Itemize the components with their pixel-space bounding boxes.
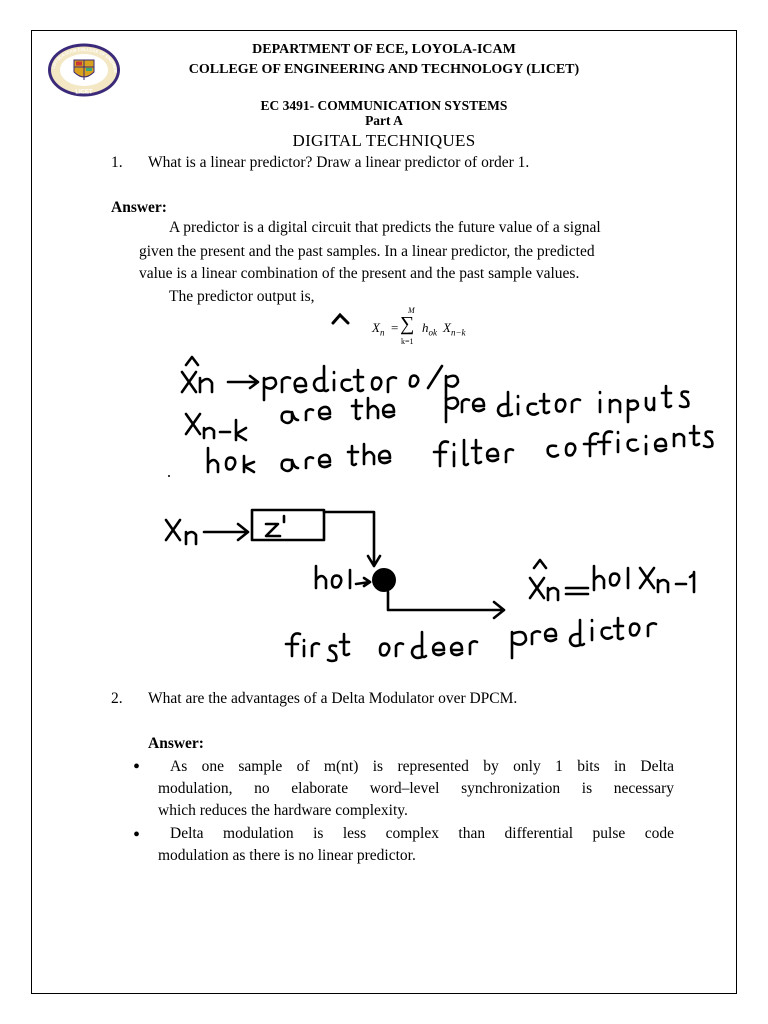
answer-1-line-1: A predictor is a digital circuit that predicts the future value of a signal — [169, 219, 601, 236]
question-2-number: 2. — [111, 690, 123, 707]
bullet-2-line-1: Delta modulation is less complex than differential pulse code — [170, 825, 674, 842]
question-1-text: What is a linear predictor? Draw a linear predictor of order 1. — [148, 154, 530, 171]
answer-1-line-3: value is a linear combination of the present and the past sample values. — [139, 265, 580, 282]
course-title: EC 3491- COMMUNICATION SYSTEMS — [260, 98, 508, 113]
bullet-1-line-1: As one sample of m(nt) is represented by only 1 bits in Delta — [170, 758, 674, 775]
predictor-formula: $X_n$ = M ∑ k=1 $h_{ok}$ $X_{n-k}$ — [330, 306, 490, 350]
question-2-text: What are the advantages of a Delta Modulator over DPCM. — [148, 690, 518, 707]
svg-text:LOYOLA-ICAM COLLEGE OF ENGINEE: LOYOLA-ICAM COLLEGE OF ENGINEE — [50, 46, 119, 73]
predictor-output-intro: The predictor output is, — [169, 288, 315, 305]
answer-2-label: Answer: — [148, 735, 204, 752]
bullet-1-line-2: modulation, no elaborate word–level synchronization is necessary — [158, 780, 674, 797]
unit-title: DIGITAL TECHNIQUES — [292, 131, 476, 150]
delay-block — [252, 510, 324, 540]
question-1-number: 1. — [111, 154, 123, 171]
answer-1-line-2: given the present and the past samples. In a linear predictor, the predicted — [139, 243, 595, 260]
college-title: COLLEGE OF ENGINEERING AND TECHNOLOGY (LICET) — [188, 62, 580, 77]
predictor-block-diagram — [166, 510, 694, 618]
bullet-1-line-3: which reduces the hardware complexity. — [158, 802, 408, 819]
part-label: Part A — [365, 113, 403, 128]
bullet-dot-icon: • — [133, 824, 141, 846]
answer-1-label: Answer: — [111, 199, 167, 216]
handwritten-caption — [286, 618, 656, 661]
department-title: DEPARTMENT OF ECE, LOYOLA-ICAM — [252, 42, 516, 57]
handwritten-definitions — [182, 357, 712, 472]
bullet-2-line-2: modulation as there is no linear predictor. — [158, 847, 416, 864]
svg-text:LICET: LICET — [75, 89, 93, 96]
bullet-dot-icon: • — [133, 756, 141, 778]
